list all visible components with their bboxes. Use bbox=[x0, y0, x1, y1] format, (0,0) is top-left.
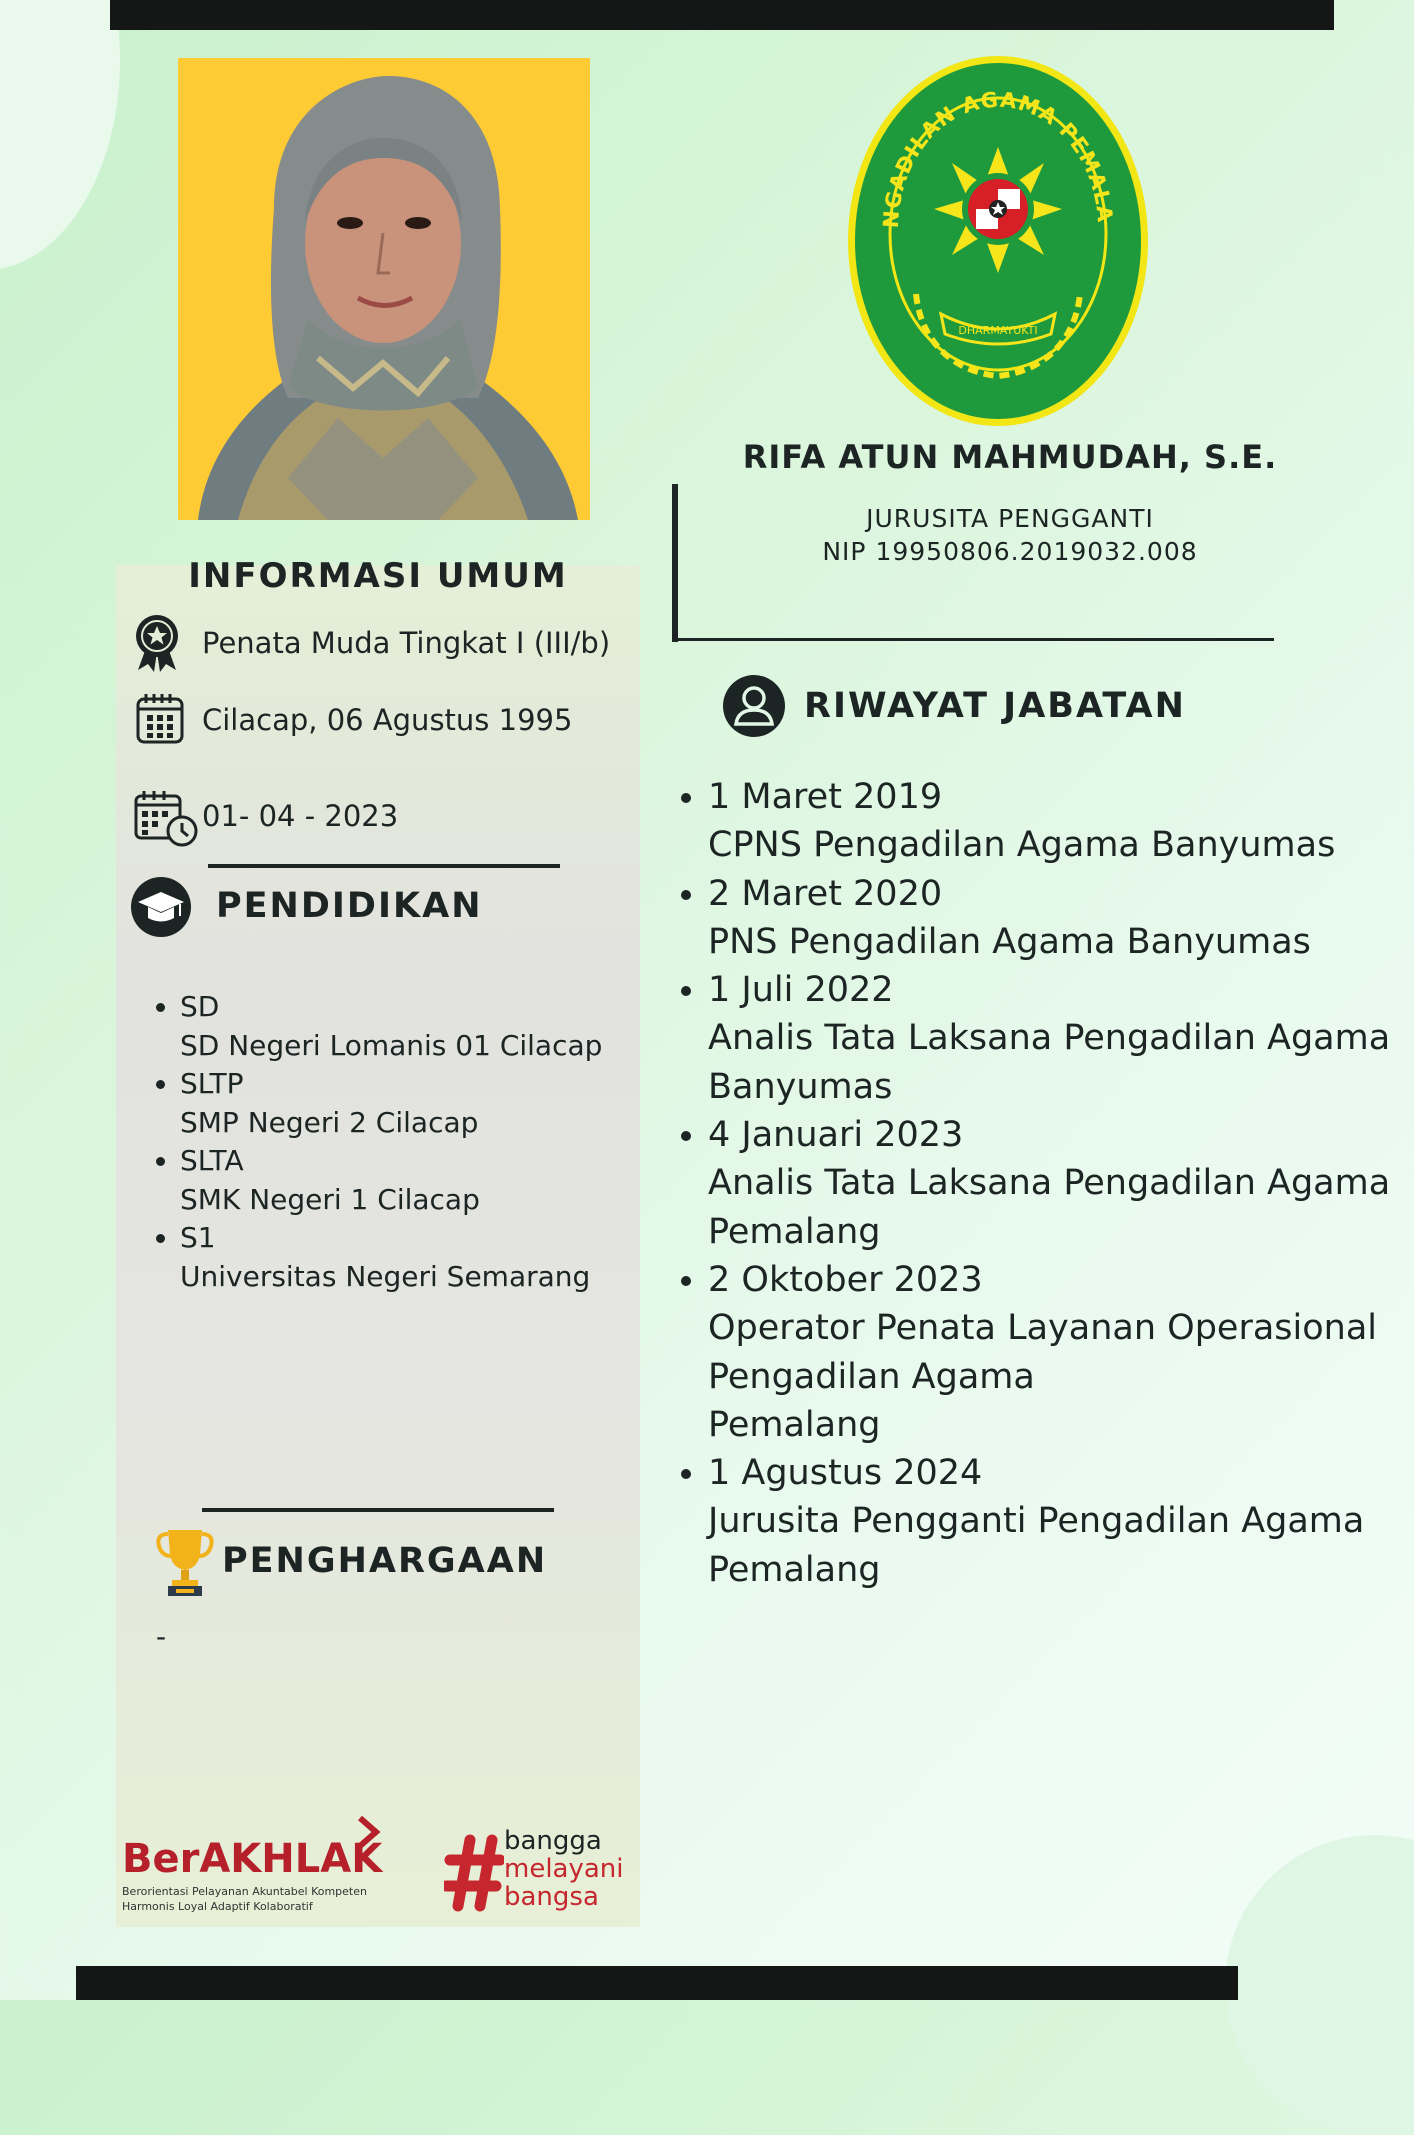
list-item: • 4 Januari 2023 Analis Tata Laksana Pengadilan Agama Pemalang bbox=[708, 1111, 1414, 1256]
awards-value: - bbox=[156, 1620, 167, 1653]
list-item: • S1 Universitas Negeri Semarang bbox=[180, 1219, 650, 1296]
calendar-icon bbox=[136, 692, 184, 744]
list-item: • 1 Agustus 2024 Jurusita Pengganti Pengadilan Agama Pemalang bbox=[708, 1449, 1414, 1594]
tmt-text: 01- 04 - 2023 bbox=[202, 799, 399, 833]
berakhlak-logo: BerAKHLAK Berorientasi Pelayanan Akuntabel Kompeten Harmonis Loyal Adaptif Kolaboratif bbox=[122, 1808, 392, 1914]
profile-photo bbox=[178, 58, 590, 520]
list-item: • 2 Maret 2020 PNS Pengadilan Agama Banyumas bbox=[708, 870, 1414, 967]
career-heading: RIWAYAT JABATAN bbox=[804, 686, 1186, 726]
info-heading: INFORMASI UMUM bbox=[188, 556, 568, 596]
trophy-icon bbox=[156, 1524, 214, 1598]
list-item: • 1 Juli 2022 Analis Tata Laksana Pengadilan Agama Banyumas bbox=[708, 966, 1414, 1111]
education-list bbox=[140, 988, 650, 1296]
name-underline bbox=[672, 638, 1274, 641]
profile-name: RIFA ATUN MAHMUDAH, S.E. bbox=[742, 438, 1278, 476]
bangga-melayani-logo: bangga melayani bangsa bbox=[444, 1826, 640, 1926]
graduation-cap-icon bbox=[130, 876, 192, 938]
list-item: • SD SD Negeri Lomanis 01 Cilacap bbox=[180, 988, 650, 1065]
court-logo bbox=[846, 54, 1150, 428]
divider bbox=[202, 1508, 554, 1512]
corner-decoration bbox=[1225, 1835, 1414, 2135]
name-accent-bar bbox=[672, 484, 678, 642]
rank-text: Penata Muda Tingkat I (III/b) bbox=[202, 626, 611, 660]
list-item: • 2 Oktober 2023 Operator Penata Layanan Operasional Pengadilan Agama Pemalang bbox=[708, 1256, 1414, 1449]
profile-position: JURUSITA PENGGANTI bbox=[866, 504, 1154, 533]
top-bar bbox=[110, 0, 1334, 30]
list-item: • SLTP SMP Negeri 2 Cilacap bbox=[180, 1065, 650, 1142]
medal-icon bbox=[134, 614, 180, 672]
career-list bbox=[670, 773, 1414, 1594]
list-item: • SLTA SMK Negeri 1 Cilacap bbox=[180, 1142, 650, 1219]
calendar-clock-icon bbox=[134, 790, 200, 848]
bottom-bar bbox=[76, 1966, 1238, 2000]
profile-nip: NIP 19950806.2019032.008 bbox=[822, 537, 1198, 566]
awards-heading: PENGHARGAAN bbox=[222, 1541, 548, 1581]
user-icon bbox=[722, 674, 786, 738]
list-item: • 1 Maret 2019 CPNS Pengadilan Agama Banyumas bbox=[708, 773, 1414, 870]
birth-text: Cilacap, 06 Agustus 1995 bbox=[202, 703, 573, 737]
divider bbox=[208, 864, 560, 868]
svg-text:DHARMAYUKTI: DHARMAYUKTI bbox=[958, 324, 1038, 337]
svg-text:PENGADILAN AGAMA PEMALANG: NGADILAN AGAMA PEMALA bbox=[878, 87, 1118, 229]
education-heading: PENDIDIKAN bbox=[216, 886, 483, 926]
corner-decoration bbox=[0, 0, 120, 270]
